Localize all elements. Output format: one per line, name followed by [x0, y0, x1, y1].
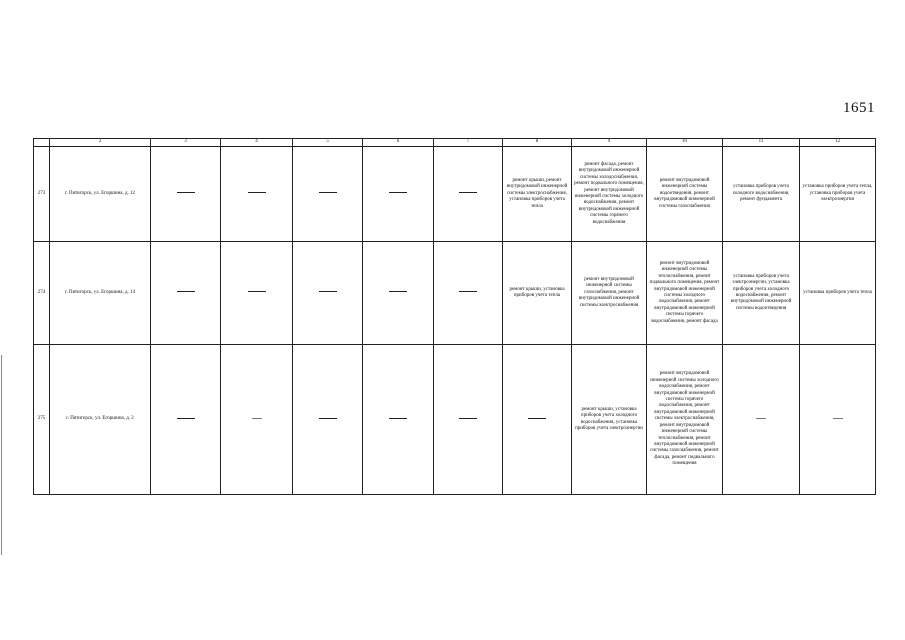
empty-cell [434, 147, 503, 242]
empty-cell [151, 345, 221, 495]
empty-cell [151, 147, 221, 242]
column-header: 11 [723, 139, 800, 147]
scan-edge-line [1, 355, 2, 555]
column-number-row [34, 139, 876, 147]
column-header: 12 [800, 139, 876, 147]
address-cell: г. Пятигорск, ул. Егоршина, д. 2 [50, 345, 151, 495]
address-cell: г. Пятигорск, ул. Егоршина, д. 14 [50, 242, 151, 345]
work-cell: ремонт крыши, ремонт внутридомовой инженерной системы электроснабжения, установка приборов учета тепла [503, 147, 572, 242]
dash-mark [756, 418, 766, 419]
dash-mark [319, 418, 337, 419]
work-cell: ремонт внутридомовой инженерной системы теплоснабжения, ремонт подвального помещения, ремонт внутридомовой инженерной системы холодного водоснабжения, ремонт внутридомовой инженерной системы горячего водоснабжения, ремонт фасада [647, 242, 723, 345]
address-cell: г. Пятигорск, ул. Егоршина, д. 12 [50, 147, 151, 242]
empty-cell [723, 345, 800, 495]
empty-cell [293, 242, 363, 345]
row-number: 273 [34, 147, 50, 242]
empty-cell [221, 345, 293, 495]
work-cell: ремонт крыши, установка приборов учета холодного водоснабжения, установка приборов учета электроэнергии [572, 345, 647, 495]
dash-mark [319, 291, 337, 292]
work-cell: ремонт внутридомовой инженерной системы газоснабжения, ремонт внутридомовой инженерной системы электроснабжения [572, 242, 647, 345]
dash-mark [459, 418, 477, 419]
column-header: 4 [221, 139, 293, 147]
empty-cell [221, 147, 293, 242]
column-header: 9 [572, 139, 647, 147]
dash-mark [389, 291, 407, 292]
row-number: 274 [34, 242, 50, 345]
row-number: 275 [34, 345, 50, 495]
column-header [34, 139, 50, 147]
table-row [34, 242, 876, 345]
table-row [34, 147, 876, 242]
dash-mark [389, 418, 407, 419]
column-header: 5 [293, 139, 363, 147]
work-cell: установка приборов учета тепла [800, 242, 876, 345]
column-header: 10 [647, 139, 723, 147]
empty-cell [363, 345, 434, 495]
empty-cell [151, 242, 221, 345]
work-cell: установка приборов учета тепла, установка приборов учета электроэнергии [800, 147, 876, 242]
column-header: 6 [363, 139, 434, 147]
dash-mark [833, 418, 843, 419]
dash-mark [459, 192, 477, 193]
dash-mark [459, 291, 477, 292]
work-cell: ремонт внутридомовой инженерной системы водоотведения, ремонт внутридомовой инженерной системы газоснабжения [647, 147, 723, 242]
column-header: 3 [151, 139, 221, 147]
dash-mark [389, 192, 407, 193]
empty-cell [293, 345, 363, 495]
empty-cell [434, 345, 503, 495]
dash-mark [248, 291, 266, 292]
empty-cell [503, 345, 572, 495]
repair-schedule-table [33, 138, 876, 495]
work-cell: ремонт внутридомовой инженерной системы холодного водоснабжения, ремонт внутридомовой инженерной системы горячего водоснабжения, ремонт внутридомовой инженерной системы электроснабжения, ремонт внутридомовой инженерной системы теплоснабжения, ремонт внутридомовой инженерной системы газоснабжения, ремонт фасада, ремонт подвального помещения [647, 345, 723, 495]
column-header: 8 [503, 139, 572, 147]
column-header: 7 [434, 139, 503, 147]
empty-cell [434, 242, 503, 345]
dash-mark [528, 418, 546, 419]
empty-cell [363, 147, 434, 242]
empty-cell [293, 147, 363, 242]
work-cell: установка приборов учета электроэнергии, установка приборов учета холодного водоснабжения, ремонт внутридомовой инженерной системы водоотведения [723, 242, 800, 345]
work-cell: ремонт фасада, ремонт внутридомовой инженерной системы холодоснабжения, ремонт подвального помещения, ремонт внутридомовой инженерной системы холодного водоснабжения, ремонт внутридомовой инженерной системы горячего водоснабжения [572, 147, 647, 242]
dash-mark [248, 192, 266, 193]
column-header: 2 [50, 139, 151, 147]
work-cell: ремонт крыши, установка приборов учета тепла [503, 242, 572, 345]
dash-mark [177, 291, 195, 292]
dash-mark [319, 192, 337, 193]
empty-cell [800, 345, 876, 495]
dash-mark [177, 418, 195, 419]
dash-mark [177, 192, 195, 193]
work-cell: установка приборов учета холодного водоснабжения, ремонт фундамента [723, 147, 800, 242]
dash-mark [252, 418, 262, 419]
page-number: 1651 [843, 100, 875, 116]
empty-cell [221, 242, 293, 345]
table-row [34, 345, 876, 495]
empty-cell [363, 242, 434, 345]
